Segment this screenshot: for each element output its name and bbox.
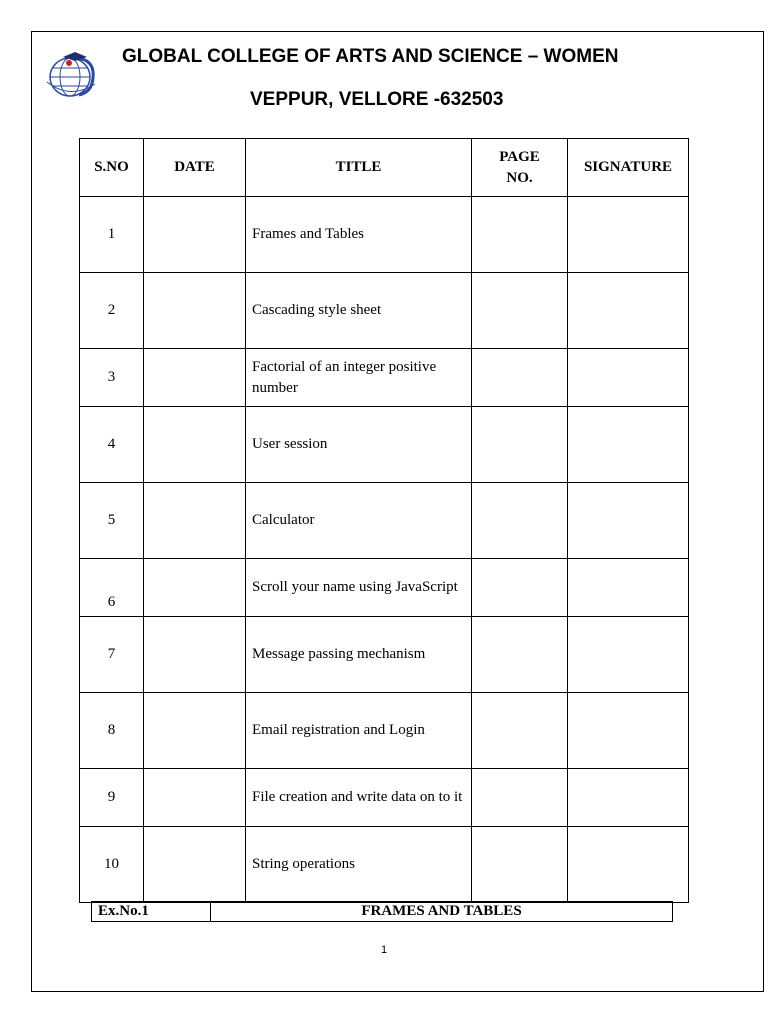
cell-date: [144, 273, 246, 349]
college-address: VEPPUR, VELLORE -632503: [250, 89, 504, 110]
cell-date: [144, 693, 246, 769]
cell-title: String operations: [246, 827, 472, 903]
index-table: [79, 138, 689, 903]
cell-sno: 9: [80, 769, 144, 827]
table-row: [80, 617, 689, 693]
cell-title: Factorial of an integer positive number: [246, 349, 472, 407]
cell-date: [144, 407, 246, 483]
cell-page-no: [472, 273, 568, 349]
table-row: [80, 273, 689, 349]
cell-date: [144, 827, 246, 903]
table-header-row: [80, 139, 689, 197]
cell-page-no: [472, 827, 568, 903]
exercise-header: [91, 901, 673, 922]
table-row: [80, 407, 689, 483]
cell-page-no: [472, 617, 568, 693]
cell-sno: 6: [80, 559, 144, 617]
cell-title: Scroll your name using JavaScript: [246, 559, 472, 617]
cell-sno: 2: [80, 273, 144, 349]
cell-date: [144, 483, 246, 559]
cell-signature: [568, 693, 689, 769]
table-row: [80, 827, 689, 903]
table-body: [80, 197, 689, 903]
cell-sno: 5: [80, 483, 144, 559]
cell-title: Message passing mechanism: [246, 617, 472, 693]
exercise-title: FRAMES AND TABLES: [211, 902, 673, 922]
column-header-page-no: [472, 139, 568, 197]
cell-sno: 3: [80, 349, 144, 407]
cell-date: [144, 769, 246, 827]
cell-signature: [568, 827, 689, 903]
cell-page-no: [472, 349, 568, 407]
cell-signature: [568, 617, 689, 693]
cell-signature: [568, 769, 689, 827]
cell-sno: 1: [80, 197, 144, 273]
table-row: [80, 769, 689, 827]
cell-signature: [568, 273, 689, 349]
cell-sno: 8: [80, 693, 144, 769]
cell-page-no: [472, 197, 568, 273]
cell-title: Email registration and Login: [246, 693, 472, 769]
column-header-signature: SIGNATURE: [568, 139, 689, 197]
cell-title: Calculator: [246, 483, 472, 559]
table-row: [80, 559, 689, 617]
cell-title: Frames and Tables: [246, 197, 472, 273]
column-header-date: DATE: [144, 139, 246, 197]
cell-page-no: [472, 559, 568, 617]
column-header-sno: S.NO: [80, 139, 144, 197]
cell-date: [144, 349, 246, 407]
cell-title: File creation and write data on to it: [246, 769, 472, 827]
cell-signature: [568, 407, 689, 483]
table-row: [80, 197, 689, 273]
cell-title: Cascading style sheet: [246, 273, 472, 349]
table-row: [80, 483, 689, 559]
cell-page-no: [472, 407, 568, 483]
cell-sno: 10: [80, 827, 144, 903]
college-logo: [43, 48, 101, 100]
table-row: [80, 349, 689, 407]
cell-date: [144, 617, 246, 693]
page-no-label: PAGE NO.: [499, 148, 540, 186]
cell-sno: 4: [80, 407, 144, 483]
column-header-title: TITLE: [246, 139, 472, 197]
cell-signature: [568, 483, 689, 559]
cell-signature: [568, 559, 689, 617]
cell-signature: [568, 349, 689, 407]
cell-title: User session: [246, 407, 472, 483]
cell-page-no: [472, 483, 568, 559]
cell-page-no: [472, 693, 568, 769]
cell-date: [144, 197, 246, 273]
cell-sno: 7: [80, 617, 144, 693]
college-name: GLOBAL COLLEGE OF ARTS AND SCIENCE – WOMEN: [122, 46, 619, 67]
cell-page-no: [472, 769, 568, 827]
cell-date: [144, 559, 246, 617]
cell-signature: [568, 197, 689, 273]
table-row: [80, 693, 689, 769]
exercise-number: Ex.No.1: [92, 902, 211, 922]
page-number: 1: [380, 944, 388, 956]
